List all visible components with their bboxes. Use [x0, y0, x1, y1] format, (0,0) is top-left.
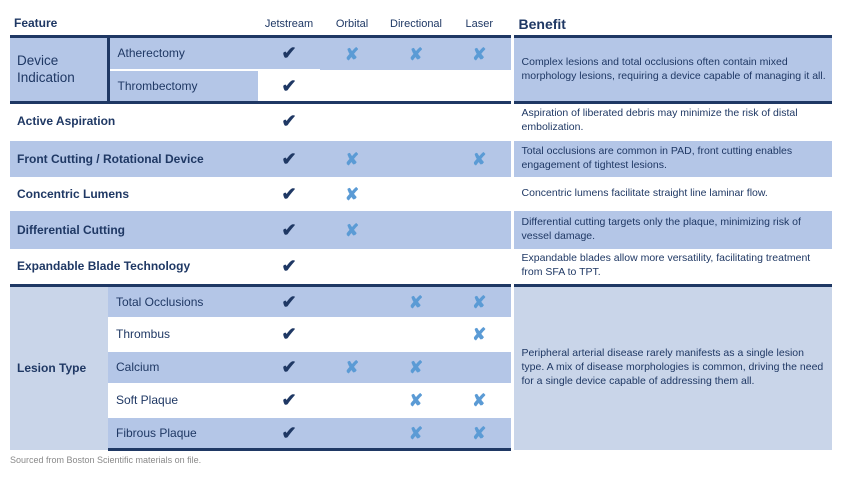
x-icon: ✘ [344, 149, 360, 169]
x-icon: ✘ [408, 391, 424, 410]
x-icon: ✘ [472, 391, 487, 410]
check-icon: ✔ [281, 183, 297, 204]
header-orbital: Orbital [335, 18, 369, 30]
benefit-concentric-lumens: Concentric lumens facilitate straight line laminar flow. [512, 177, 832, 211]
check-icon: ✔ [281, 390, 297, 410]
header-feature: Feature [14, 16, 58, 30]
x-icon: ✘ [408, 44, 424, 64]
check-icon: ✔ [281, 75, 297, 96]
check-icon: ✔ [281, 148, 297, 169]
x-icon: ✘ [472, 292, 487, 312]
sub-fibrous-plaque: Fibrous Plaque [108, 417, 258, 450]
benefit-front-cutting: Total occlusions are common in PAD, front cutting enables engagement of tightest lesions. [512, 140, 832, 177]
x-icon: ✘ [472, 149, 487, 169]
sub-calcium: Calcium [108, 351, 258, 384]
x-icon: ✘ [344, 358, 360, 377]
check-icon: ✔ [281, 324, 297, 344]
sub-soft-plaque: Soft Plaque [108, 384, 258, 417]
check-icon: ✔ [281, 219, 297, 240]
x-icon: ✘ [344, 184, 360, 204]
check-icon: ✔ [281, 357, 297, 377]
benefit-differential-cutting: Differential cutting targets only the plaque, minimizing risk of vessel damage. [512, 211, 832, 249]
sub-thrombectomy: Thrombectomy [108, 70, 258, 103]
feature-comparison-table [10, 4, 832, 451]
sub-total-occlusions: Total Occlusions [108, 286, 258, 318]
check-icon: ✔ [281, 43, 297, 64]
check-icon: ✔ [281, 256, 297, 277]
label-concentric-lumens: Concentric Lumens [17, 186, 130, 201]
label-lesion-type: Lesion Type [10, 286, 108, 450]
sub-thrombus: Thrombus [108, 318, 258, 351]
x-icon: ✘ [344, 220, 360, 240]
header-jetstream: Jetstream [264, 18, 314, 30]
x-icon: ✘ [472, 423, 487, 443]
x-icon: ✘ [408, 423, 424, 443]
row-concentric-lumens [10, 177, 832, 211]
sub-atherectomy: Atherectomy [108, 37, 258, 70]
benefit-device-indication: Complex lesions and total occlusions often contain mixed morphology lesions, requiring a device capable of managing it all. [512, 37, 832, 103]
benefit-expandable-blade: Expandable blades allow more versatility, facilitating treatment from SFA to TPT. [512, 249, 832, 286]
header-row [10, 4, 832, 37]
source-footnote: Sourced from Boston Scientific materials on file. [10, 455, 202, 465]
row-total-occlusions [10, 286, 832, 318]
label-front-cutting: Front Cutting / Rotational Device [10, 140, 258, 177]
x-icon: ✘ [472, 325, 487, 344]
row-atherectomy [10, 37, 832, 70]
x-icon: ✘ [344, 44, 360, 64]
check-icon: ✔ [281, 422, 297, 443]
row-front-cutting [10, 140, 832, 177]
x-icon: ✘ [408, 292, 424, 312]
check-icon: ✔ [281, 111, 297, 132]
benefit-lesion-type: Peripheral arterial disease rarely manifests as a single lesion type. A mix of disease morphologies is common, driving the need for a single device capable of addressing them all. [512, 286, 832, 450]
benefit-active-aspiration: Aspiration of liberated debris may minimize the risk of distal embolization. [512, 103, 832, 140]
label-expandable-blade: Expandable Blade Technology [17, 259, 191, 274]
comparison-table-container [10, 4, 832, 451]
header-benefit: Benefit [512, 4, 832, 37]
row-differential-cutting [10, 211, 832, 249]
x-icon: ✘ [472, 44, 487, 64]
x-icon: ✘ [408, 358, 424, 377]
header-laser: Laser [465, 18, 494, 30]
row-expandable-blade [10, 249, 832, 286]
check-icon: ✔ [281, 291, 297, 312]
label-active-aspiration: Active Aspiration [10, 103, 258, 140]
row-active-aspiration [10, 103, 832, 140]
label-differential-cutting: Differential Cutting [17, 222, 125, 237]
label-device-indication: Device Indication [10, 37, 108, 103]
header-directional: Directional [390, 18, 442, 30]
